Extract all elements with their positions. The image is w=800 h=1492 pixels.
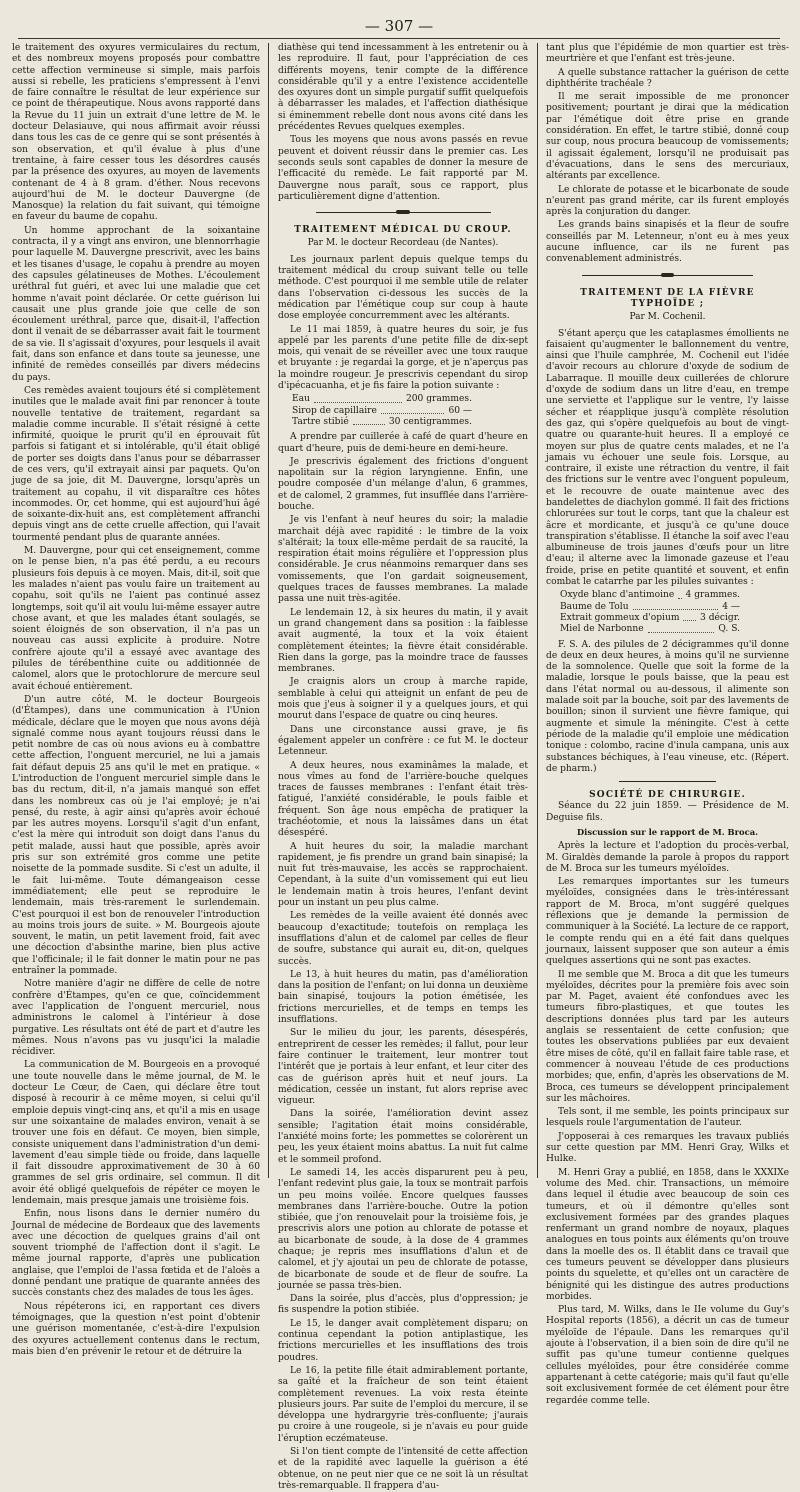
typhoid-text-a xyxy=(546,329,789,589)
recipe-row xyxy=(560,613,740,624)
page-number: — 307 — xyxy=(18,14,780,39)
ingredient-name: Baume de Tolu xyxy=(560,601,629,612)
paragraph: Après la lecture et l'adoption du procès-verbal, M. Giraldès demande la parole à propos du rapport de M. Broca sur les tumeurs myéloïdes. xyxy=(546,841,789,874)
ingredient-quantity: 3 décigr. xyxy=(700,612,740,623)
recipe-row xyxy=(560,590,740,601)
paragraph: D'un autre côté, M. le docteur Bourgeois (d'Étampes), dans une communication à l'Union médicale, déclare que le moyen que nous avons déjà signalé comme nous ayant toujours réussi dans le petit nombre de cas où nous avions eu à combattre cette affection, l'onguent mercuriel, ne lui a jamais fait défaut depuis 25 ans qu'il le met en pratique. « L'introduction de l'onguent mercuriel simple dans le bas du rectum, dit-il, n'a jamais manqué son effet dans les nombreux cas où je l'ai employé; je n'ai pensé, du reste, à agir ainsi qu'après avoir échoué par les autres moyens. Lorsqu'il s'agit d'un enfant, c'est la mère qui introduit son doigt dans l'anus du petit malade, aussi haut que possible, après avoir pris sur son extrémité gros comme une petite noisette de la pommade susdite. Si c'est un adulte, il le fait lui-même. Toute démangeaison cesse immédiatement; elle peut se reproduire le lendemain, mais très-rarement le surlendemain. C'est pourquoi il est bon de renouveler l'introduction au moins trois jours de suite. » M. Bourgeois ajoute souvent, le matin, un petit lavement froid, fait avec une décoction d'absinthe marine, bien plus active que l'officinale; il le fait donner le matin pour ne pas entraîner la pommade. xyxy=(12,694,260,977)
column-2-intro xyxy=(278,43,528,203)
column-1 xyxy=(12,43,268,1357)
paragraph: Je craignis alors un croup à marche rapide, semblable à celui qui atteignit un enfant de peu de mois que j'eus à soigner il y a quelques jours, et qui mourut dans l'espace de quatre ou cinq heures. xyxy=(278,677,528,722)
leader-dots xyxy=(633,602,719,610)
paragraph: M. Henri Gray a publié, en 1858, dans le XXXIXe volume des Med. chir. Transactions, un mémoire dans lequel il étudie avec beaucoup de soin ces tumeurs, et où il démontre qu'elles sont exclusivement formées par des grandes plaques renfermant un grand nombre de noyaux, plaques analogues en tous points aux éléments qu'on trouve dans la moelle des os. Il établit dans ce travail que ces tumeurs peuvent se développer dans plusieurs points du squelette, et qu'elles ont un caractère de bénignité qui les distingue des autres productions morbides. xyxy=(546,1167,789,1302)
recipe-row xyxy=(560,624,740,635)
paragraph: Les remarques importantes sur les tumeurs myéloïdes, consignées dans le très-intéressant rapport de M. Broca, m'ont suggéré quelques réflexions que je demande la permission de communiquer à la Société. La lecture de ce rapport, le compte rendu qui en a été fait dans quelques journaux, laissent supposer que son auteur a émis quelques assertions qui ne sont pas exactes. xyxy=(546,877,789,967)
paragraph: S'étant aperçu que les cataplasmes émollients ne faisaient qu'augmenter le ballonnement du ventre, ainsi que l'huile camphrée, M. Cochenil eut l'idée d'avoir recours au chlorure d'oxyde de sodium de Labarraque. Il mouille deux cuillerées de chlorure d'oxyde de sodium dans un litre d'eau, en trempe une serviette et l'applique sur le ventre, l'y laisse sécher et réapplique jusqu'à complète résolution des gaz, qui s'opère quelquefois au bout de vingt-quatre ou quarante-huit heures. Il a employé ce moyen sur plus de quatre cents malades, et ne l'a jamais vu échouer une seule fois. Lorsque, au contraire, il existe une rétraction du ventre, il fait des frictions sur le ventre avec l'onguent populeum, et le recouvre de ouate maintenue avec des bandelettes de diachylon gommé. Il fait des frictions chlorurées sur tout le corps, tant que la chaleur est âcre et mordicante, et jusqu'à ce qu'une douce transpiration s'établisse. Il étanche la soif avec l'eau albumineuse de trois jaunes d'œufs pour un litre d'eau; il alterne avec la limonade gazeuse et l'eau froide, prise en petite quantité et souvent, et enfin combat le catarrhe par les pilules suivantes : xyxy=(546,328,789,588)
section-divider xyxy=(582,272,752,280)
section-divider xyxy=(316,209,491,217)
paragraph: Tous les moyens que nous avons passés en revue peuvent et doivent réussir dans le premier cas. Les seconds seuls sont capables de donner la mesure de l'efficacité du remède. Le fait rapporté par M. Dauvergne nous paraît, sous ce rapport, plus particulièrement digne d'attention. xyxy=(278,135,528,202)
croup-text-b xyxy=(278,432,528,1492)
paragraph: Le lendemain 12, à six heures du matin, il y avait un grand changement dans sa position : la faiblesse avait augmenté, la toux et la voix étaient complètement éteintes; la fièvre était considérable. Rien dans la gorge, pas la moindre trace de fausses membranes. xyxy=(278,607,528,675)
paragraph: Le 13, à huit heures du matin, pas d'amélioration dans la position de l'enfant; on lui donna un deuxième bain sinapisé, toujours la potion émétisée, les frictions mercurielles, et de temps en temps les insufflations. xyxy=(278,969,528,1026)
paragraph: Plus tard, M. Wilks, dans le IIe volume du Guy's Hospital reports (1856), a décrit un cas de tumeur myéloïde de l'épaule. Dans les remarques qu'il ajoute à l'observation, il a bien soin de dire qu'il ne suffit pas qu'une tumeur contienne quelques cellules myéloïdes, pour être considérée comme appartenant à cette catégorie; mais qu'il faut qu'elle soit exclusivement formée de cet élément pour être regardée comme telle. xyxy=(546,1305,789,1406)
paragraph: Notre manière d'agir ne diffère de celle de notre confrère d'Étampes, qu'en ce que, coïncidemment avec l'application de l'onguent mercuriel, nous administrons le calomel à l'intérieur à dose purgative. Les résultats ont été de part et d'autre les mêmes. Nous n'avons pas vu jusqu'ici la maladie récidiver. xyxy=(12,979,260,1058)
paragraph: Sur le milieu du jour, les parents, désespérés, entreprirent de cesser les remèdes; il fallut, pour leur faire continuer le traitement, leur montrer tout l'intérêt que je portais à leur enfant, et leur citer des cas de guérison après huit et neuf jours. La médication, cessée un instant, fut alors reprise avec vigueur. xyxy=(278,1028,528,1107)
paragraph: A deux heures, nous examinâmes la malade, et nous vîmes au fond de l'arrière-bouche quelques traces de fausses membranes : l'enfant était très-fatigué, l'anxiété considérable, le pouls faible et fréquent. Son âge nous empêcha de pratiquer la trachéotomie, et nous la laissâmes dans un état désespéré. xyxy=(278,760,528,839)
leader-dots xyxy=(381,406,445,414)
recipe-typhoid xyxy=(560,590,789,635)
ingredient-name: Eau xyxy=(292,394,310,405)
paragraph: Nous répéterons ici, en rapportant ces divers témoignages, que la question n'est point d'obtenir une guérison momentanée, c'est-à-dire l'expulsion des oxyures actuellement contenus dans le rectum, mais bien d'en prévenir le retour et de détruire la xyxy=(12,1301,260,1357)
ingredient-name: Tartre stibié xyxy=(292,416,349,427)
paragraph: Il me serait impossible de me prononcer positivement; pourtant je dirai que la médication par l'émétique doit être prise en grande considération. En effet, le tartre stibié, donné coup sur coup, nous procura beaucoup de vomissements; il agissait également, lorsqu'il ne produisait pas d'évacuations, dans le sens des mercuriaux, altérants par excellence. xyxy=(546,92,789,182)
recipe-row xyxy=(292,406,472,417)
leader-dots xyxy=(314,394,402,402)
paragraph: Les remèdes de la veille avaient été donnés avec beaucoup d'exactitude; toutefois on remplaça les insufflations d'alun et de calomel par celles de fleur de soufre, substance qui aurait eu, dit-on, quelques succès. xyxy=(278,911,528,967)
section-title-croup: TRAITEMENT MÉDICAL DU CROUP. xyxy=(294,225,512,236)
ingredient-name: Extrait gommeux d'opium xyxy=(560,612,680,623)
paragraph: Un homme approchant de la soixantaine contracta, il y a vingt ans environ, une blennorrhagie pour laquelle M. Dauvergne prescrivit, avec les bains et les tisanes d'usage, le copahu à prendre au moyen des capsules gélatineuses de Mothes. L'écoulement uréthral fut guéri, et avec lui une maladie que cet homme n'avait point déclarée. Or cette guérison lui causait une plus grande joie que celle de son écoulement uréthral, parce que, disait-il, l'affection dont il venait de se débarrasser avait fait le tourment de sa vie. Il s'agissait d'oxyures, pour lesquels il avait fait, dans son enfance et dans toute sa jeunesse, une infinité de remèdes conseillés par divers médecins du pays. xyxy=(12,225,260,383)
paragraph: Il me semble que M. Broca a dit que les tumeurs myéloïdes, décrites pour la première fois avec soin par M. Paget, avaient été confondues avec les tumeurs fibro-plastiques, et que toutes les descriptions données plus tard par les auteurs anglais se ressentaient de cette confusion; que toutes les observations publiées par eux devaient être mises de côté, qu'il en fallait faire table rase, et commencer à nouveau l'étude de ces productions morbides; que, enfin, d'après les observations de M. Broca, ces tumeurs se développent principalement sur les mâchoires. xyxy=(546,969,789,1104)
leader-dots xyxy=(648,624,715,632)
ingredient-quantity: 30 centigrammes. xyxy=(388,416,472,427)
ingredient-quantity: 4 grammes. xyxy=(685,590,740,601)
paragraph: A prendre par cuillerée à café de quart d'heure en quart d'heure, puis de demi-heure en demi-heure. xyxy=(278,432,528,454)
recipe-croup xyxy=(292,394,528,428)
paragraph: Enfin, nous lisons dans le dernier numéro du Journal de médecine de Bordeaux que des lavements avec une décoction de quelques grains d'ail ont souvent triomphé de l'affection dont il s'agit. Le même journal rapporte, d'après une publication anglaise, que l'emploi de l'assa fœtida et de l'aloès a donné pendant une pratique de quarante années des succès constants chez des malades de tous les âges. xyxy=(12,1209,260,1299)
paragraph: Le chlorate de potasse et le bicarbonate de soude n'eurent pas grand mérite, car ils furent employés après la conjuration du danger. xyxy=(546,184,789,218)
paragraph: Le 16, la petite fille était admirablement portante, sa gaîté et la fraîcheur de son teint étaient complètement revenues. La voix resta éteinte plusieurs jours. Par suite de l'emploi du mercure, il se développa une hydrargyrie très-confluente; j'aurais pu croire à une rougeole, si je n'avais eu pour guide l'éruption eczémateuse. xyxy=(278,1365,528,1444)
paragraph: Si l'on tient compte de l'intensité de cette affection et de la rapidité avec laquelle la guérison a été obtenue, on ne peut nier que ce ne soit là un résultat très-remarquable. Il frappera d'au- xyxy=(278,1447,528,1491)
recipe-row xyxy=(292,417,472,428)
paragraph: Dans la soirée, plus d'accès, plus d'oppression; je fis suspendre la potion stibiée. xyxy=(278,1294,528,1316)
paragraph: M. Dauvergne, pour qui cet enseignement, comme on le pense bien, n'a pas été perdu, a eu recours plusieurs fois depuis à ce moyen. Mais, dit-il, soit que les malades n'aient pas voulu faire un traitement au copahu, soit qu'ils ne l'aient pas continué assez longtemps, soit qu'il ait voulu lui-même essayer autre chose avant, et que les malades étant soulagés, se soient éloignés de son observation, il n'a pas un nouveau cas aussi explicite à produire. Notre confrère ajoute qu'il a essayé avec avantage des pilules de térébenthine cuite ou additionnée de calomel, alors que le protochlorure de mercure seul avait échoué entièrement. xyxy=(12,546,260,692)
seance-line: Séance du 22 juin 1859. — Présidence de M. Deguise fils. xyxy=(546,801,789,823)
ingredient-quantity: Q. S. xyxy=(718,624,740,635)
section-divider xyxy=(619,781,716,782)
columns xyxy=(12,43,789,1491)
croup-text-a xyxy=(278,255,528,393)
ingredient-quantity: 4 — xyxy=(722,601,740,612)
column-1-text xyxy=(12,43,260,1358)
paragraph: Dans une circonstance aussi grave, je fis également appeler un confrère : ce fut M. le docteur Letenneur. xyxy=(278,724,528,758)
recipe-row xyxy=(560,602,740,613)
paragraph: A huit heures du soir, la maladie marchant rapidement, je fis prendre un grand bain sinapisé; la nuit fut très-mauvaise, les accès se rapprochaient. Cependant, à la suite d'un vomissement qui eut lieu le lendemain matin à trois heures, l'enfant devint pour un instant un peu plus calme. xyxy=(278,841,528,909)
byline-croup: Par M. le docteur Recordeau (de Nantes). xyxy=(307,238,499,249)
paragraph: Dans la soirée, l'amélioration devint assez sensible; l'agitation était moins considérable, l'anxiété moins forte; les pommettes se colorèrent un peu, les yeux étaient moins abattus. La nuit fut calme et le sommeil profond. xyxy=(278,1109,528,1165)
recipe-row xyxy=(292,394,472,405)
society-text xyxy=(546,841,789,1407)
paragraph: le traitement des oxyures vermiculaires du rectum, et des nombreux moyens proposés pour combattre cette affection vermineuse si simple, mais parfois aussi si rebelle, les praticiens s'empressent à l'envi de faire connaître le résultat de leur expérience sur ce point de thérapeutique. Nous avons rapporté dans la Revue du 11 juin un extrait d'une lettre de M. le docteur Delasiauve, qui nous affirmait avoir réussi dans tous les cas de ce genre qui se sont présentés à son observation, et qu'il évalue à plus d'une trentaine, à faire cesser tous les désordres causés par la présence des oxyures, au moyen de lavements contenant de 4 à 8 gram. d'éther. Nous recevons aujourd'hui de M. le docteur Dauvergne (de Manosque) la relation du fait suivant, qui témoigne en faveur du baume de copahu. xyxy=(12,43,260,223)
column-3 xyxy=(538,43,789,1406)
paragraph: F. S. A. des pilules de 2 décigrammes qu'il donne de deux en deux heures, à moins qu'il ne survienne de la somnolence. Quelle que soit la forme de la maladie, lorsque le pouls baisse, que la peau est dans l'état normal ou au-dessous, il alimente son malade soit par la bouche, soit par des lavements de bouillon; sinon il survient une fièvre famique, qui augmente et simule la méningite. C'est à cette période de la maladie qu'il emploie une médication tonique : colombo, racine d'inula campana, unis aux substances béchiques, à l'eau vineuse, etc. (Répert. de pharm.) xyxy=(546,639,789,774)
byline-typhoid: Par M. Cochenil. xyxy=(629,312,706,323)
leader-dots xyxy=(353,417,385,425)
paragraph: Le samedi 14, les accès disparurent peu à peu, l'enfant redevint plus gaie, la toux se montrait parfois un peu moins voilée. Encore quelques fausses membranes dans l'arrière-bouche. Outre la potion stibiée, que j'on renouvelait pour la troisième fois, je prescrivis alors une potion au chlorate de potasse et au bicarbonate de soude, à la dose de 4 grammes chaque; je repris mes insufflations d'alun et de calomel, et j'y ajoutai un peu de chlorate de potasse, de bicarbonate de soude et de fleur de soufre. La journée se passa très-bien. xyxy=(278,1167,528,1291)
paragraph: Les grands bains sinapisés et la fleur de soufre conseillés par M. Letenneur, n'ont eu à mes yeux aucune influence, car ils ne furent pas convenablement administrés. xyxy=(546,220,789,265)
paragraph: tant plus que l'épidémie de mon quartier est très-meurtrière et que l'enfant est très-jeune. xyxy=(546,43,789,65)
paragraph: Le 11 mai 1859, à quatre heures du soir, je fus appelé par les parents d'une petite fille de dix-sept mois, qui venait de se réveiller avec une toux rauque et bruyante : je regardai la gorge, et je n'aperçus pas la moindre rougeur. Je prescrivis cependant du sirop d'ipécacuanha, et je fis faire la potion suivante : xyxy=(278,324,528,392)
ingredient-name: Miel de Narbonne xyxy=(560,624,644,635)
ingredient-name: Oxyde blanc d'antimoine xyxy=(560,590,675,601)
paragraph: Le 15, le danger avait complètement disparu; on continua cependant la potion antiplastique, les frictions mercurielles et les insufflations des trois poudres. xyxy=(278,1318,528,1363)
leader-dots xyxy=(678,590,681,598)
paragraph: diathèse qui tend incessamment à les entretenir ou à les reproduire. Il faut, pour l'appréciation de ces différents moyens, tenir compte de la différence considérable qu'il y a entre l'existence accidentelle des oxyures dont un simple purgatif suffit quelquefois à débarrasser les malades, et l'affection diathésique si éminemment rebelle dont nous avons cité dans les précédentes Revues quelques exemples. xyxy=(278,43,528,133)
paragraph: Ces remèdes avaient toujours été si complètement inutiles que le malade avait fini par renoncer à toute nouvelle tentative de traitement, regardant sa maladie comme incurable. Il s'était résigné à cette infirmité, quoique le prurit qu'il en éprouvait fût parfois si fatigant et si intolérable, qu'il était obligé de porter ses doigts dans l'anus pour se débarrasser de ces vers, qu'il extrayait ainsi par paquets. Qu'on juge de sa joie, dit M. Dauvergne, lorsqu'après un traitement au copahu, il vit disparaître ces hôtes incommodes. Or, cet homme, qui est aujourd'hui âgé de soixante-dix-huit ans, est complètement affranchi depuis vingt ans de cette cruelle affection, qui l'avait tourmenté pendant plus de quarante années. xyxy=(12,385,260,543)
ingredient-quantity: 200 grammes. xyxy=(405,394,472,405)
paragraph: A quelle substance rattacher la guérison de cette diphthérite trachéale ? xyxy=(546,67,789,89)
paragraph: Je vis l'enfant à neuf heures du soir; la maladie marchait déjà avec rapidité : le timbre de la voix s'altérait; la toux elle-même perdait de sa raucité, la respiration était moins régulière et l'oppression plus considérable. Je crus néanmoins remarquer dans ses vomissements, que l'on gardait soigneusement, quelques traces de fausses membranes. La malade passa une nuit très-agitée. xyxy=(278,515,528,605)
paragraph: La communication de M. Bourgeois en a provoqué une toute nouvelle dans le même journal, de M. le docteur Le Cœur, de Caen, qui déclare être tout disposé à recourir à ce même moyen, si celui qu'il emploie depuis vingt-cinq ans, et qu'il a mis en usage sur une soixantaine de malades environ, venait à se trouver une fois en défaut. Ce moyen, bien simple, consiste uniquement dans l'administration d'un demi-lavement d'eau simple tiède ou froide, dans laquelle il fait dissoudre approximativement de 30 à 60 grammes de sel gris ordinaire, sel commun. Il dit avoir été obligé quelquefois de répéter ce moyen le lendemain, mais presque jamais une troisième fois. xyxy=(12,1060,260,1206)
ingredient-quantity: 60 — xyxy=(448,405,472,416)
section-title-typhoid: TRAITEMENT DE LA FIÈVRE TYPHOÏDE ; xyxy=(580,287,755,309)
column-3-intro xyxy=(546,43,789,266)
ingredient-name: Sirop de capillaire xyxy=(292,405,377,416)
paragraph: Je prescrivis également des frictions d'onguent napolitain sur la région laryngienne. Enfin, une poudre composée d'un mélange d'alun, 6 grammes, et de calomel, 2 grammes, fut insufflée dans l'arrière-bouche. xyxy=(278,456,528,512)
typhoid-text-b xyxy=(546,640,789,776)
section-title-society: SOCIÉTÉ DE CHIRURGIE. xyxy=(589,790,746,801)
paragraph: Tels sont, il me semble, les points principaux sur lesquels roule l'argumentation de l'auteur. xyxy=(546,1107,789,1129)
leader-dots xyxy=(683,613,696,621)
discussion-title: Discussion sur le rapport de M. Broca. xyxy=(576,827,759,837)
paragraph: Les journaux parlent depuis quelque temps du traitement médical du croup suivant telle ou telle méthode. C'est pourquoi il me semble utile de relater dans l'observation ci-dessous les succès de la médication par l'émétique coup sur coup à haute dose employée concurremment avec les altérants. xyxy=(278,254,528,322)
column-2 xyxy=(268,43,538,1491)
paragraph: J'opposerai à ces remarques les travaux publiés sur cette question par MM. Henri Gray, Wilks et Hulke. xyxy=(546,1131,789,1165)
